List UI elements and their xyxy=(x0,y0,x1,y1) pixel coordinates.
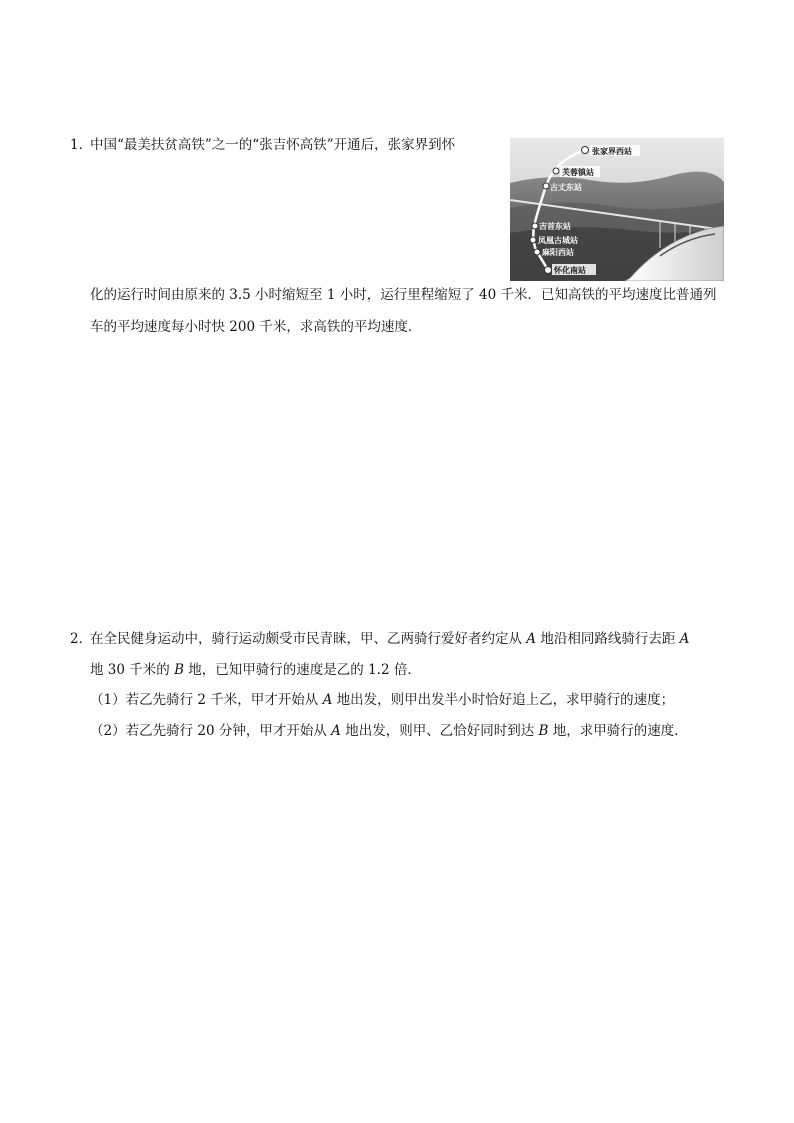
station-label: 张家界西站 xyxy=(592,147,632,156)
railway-map-figure xyxy=(510,138,724,281)
station-label: 凤凰古城站 xyxy=(538,236,578,245)
station-marker xyxy=(545,267,552,274)
question-2-subquestion-1: （1）若乙先骑行 2 千米，甲才开始从 A 地出发，则甲出发半小时恰好追上乙，求甲骑行的速度； xyxy=(90,692,675,708)
question-2-number: 2． xyxy=(70,631,93,647)
question-1-line-2: 化的运行时间由原来的 3.5 小时缩短至 1 小时，运行里程缩短了 40 千米．已知高铁的平均速度比普通列 xyxy=(90,287,717,303)
station-marker xyxy=(530,237,536,243)
question-1-number: 1． xyxy=(70,137,93,153)
station-marker xyxy=(532,223,538,229)
question-1-line-3: 车的平均速度每小时快 200 千米，求高铁的平均速度． xyxy=(90,319,422,335)
station-marker xyxy=(543,183,549,189)
station-marker xyxy=(582,147,589,154)
question-2-line-1: 在全民健身运动中，骑行运动颇受市民青睐，甲、乙两骑行爱好者约定从 A 地沿相同路线骑行去距 A xyxy=(90,631,690,647)
question-2-subquestion-2: （2）若乙先骑行 20 分钟，甲才开始从 A 地出发，则甲、乙恰好同时到达 B 地，求甲骑行的速度． xyxy=(90,723,688,739)
station-label: 麻阳西站 xyxy=(542,248,574,257)
station-marker xyxy=(553,168,559,174)
station-marker xyxy=(534,249,540,255)
station-label: 怀化南站 xyxy=(554,266,586,275)
station-label: 古丈东站 xyxy=(550,183,582,192)
station-label: 吉首东站 xyxy=(539,222,571,231)
railway-map-illustration xyxy=(510,138,724,281)
question-1-line-1: 中国“最美扶贫高铁”之一的“张吉怀高铁”开通后，张家界到怀 xyxy=(90,137,456,153)
question-2-line-2: 地 30 千米的 B 地，已知甲骑行的速度是乙的 1.2 倍． xyxy=(90,662,421,678)
station-label: 芙蓉镇站 xyxy=(562,168,594,177)
